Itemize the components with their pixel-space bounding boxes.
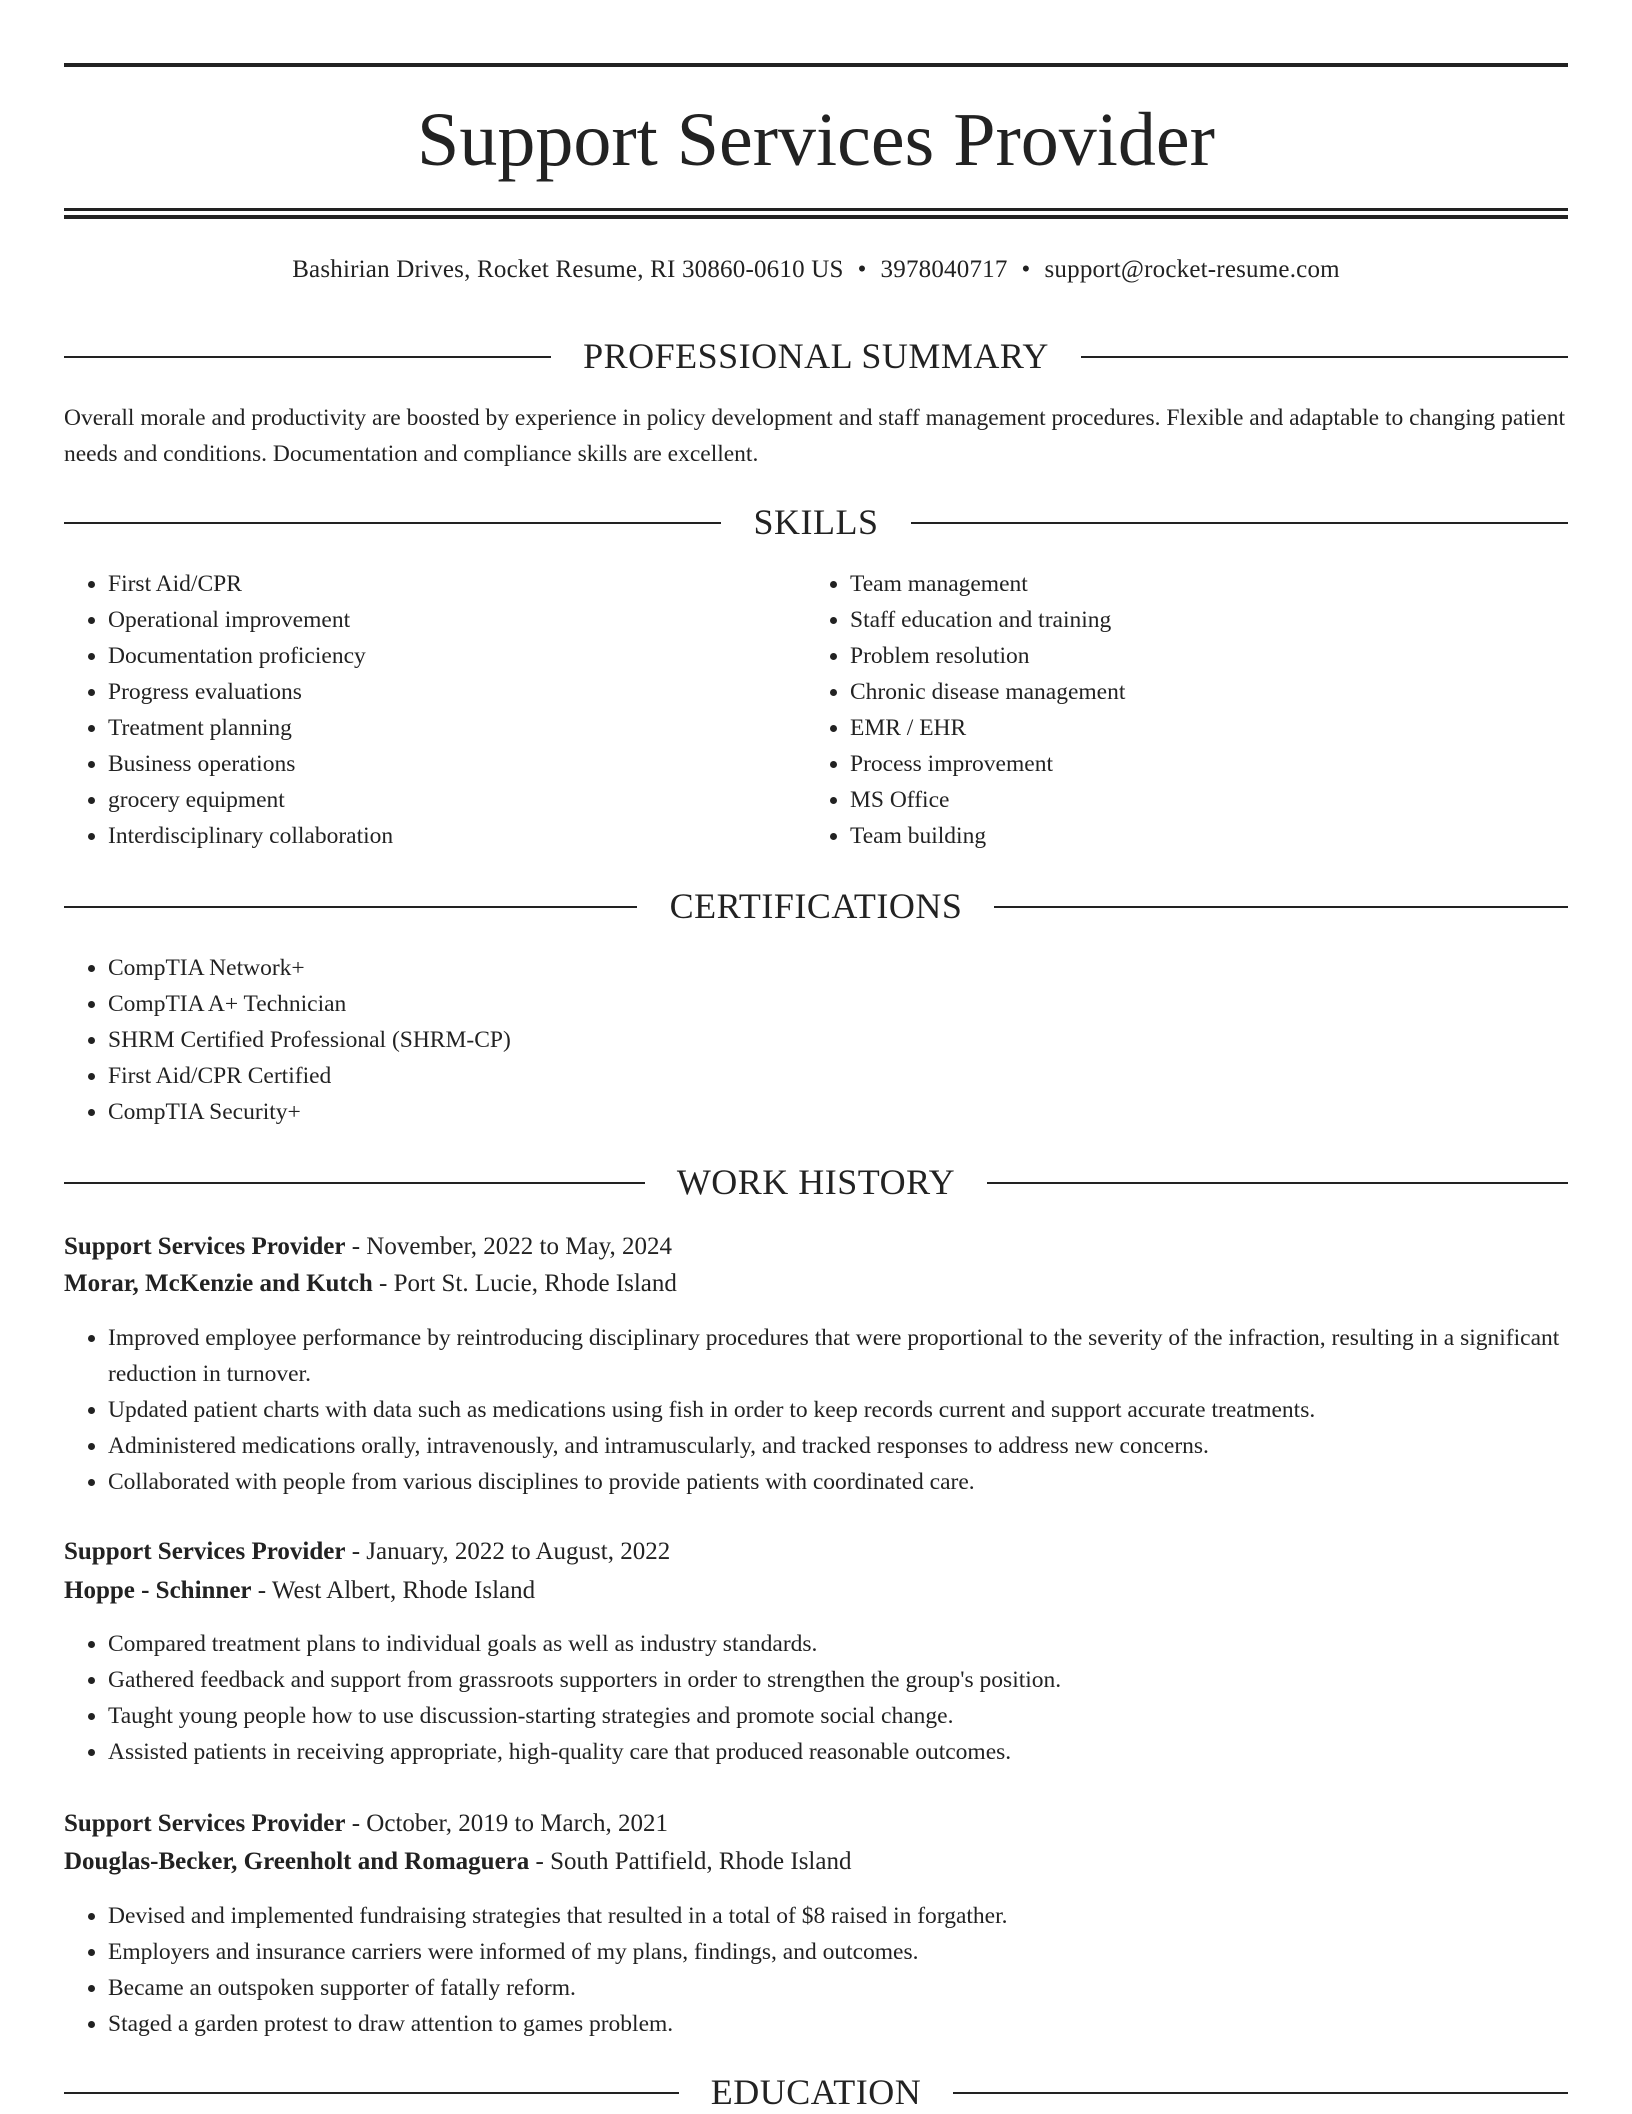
section-title: PROFESSIONAL SUMMARY <box>64 334 1568 378</box>
section-title: EDUCATION <box>64 2070 1568 2114</box>
job-bullets <box>64 1626 1568 1770</box>
summary-heading <box>64 334 1568 378</box>
skill-item: • Treatment planning <box>108 710 808 746</box>
job-bullet: • Compared treatment plans to individual goals as well as industry standards. <box>108 1626 1568 1662</box>
job-company-line: Hoppe - Schinner - West Albert, Rhode Island <box>64 1577 536 1604</box>
certification-item: • CompTIA Network+ <box>108 950 1568 986</box>
skill-item: • Team building <box>850 818 1550 854</box>
skill-item: • EMR / EHR <box>850 710 1550 746</box>
skill-item: • Process improvement <box>850 746 1550 782</box>
contact-phone: 3978040717 <box>880 256 1008 283</box>
contact-separator: • <box>857 256 867 283</box>
top-rule <box>64 63 1568 67</box>
job-bullet: • Became an outspoken supporter of fatally reform. <box>108 1970 1568 2006</box>
job-company-line: Morar, McKenzie and Kutch - Port St. Lucie, Rhode Island <box>64 1270 677 1297</box>
certification-item: • CompTIA A+ Technician <box>108 986 1568 1022</box>
resume-name: Support Services Provider <box>417 98 1215 182</box>
section-title: SKILLS <box>64 500 1568 544</box>
certification-item: • SHRM Certified Professional (SHRM-CP) <box>108 1022 1568 1058</box>
contact-email: support@rocket-resume.com <box>1044 256 1340 283</box>
contact-address: Bashirian Drives, Rocket Resume, RI 30860-0610 US <box>292 256 844 283</box>
skill-item: • Problem resolution <box>850 638 1550 674</box>
skills-heading <box>64 500 1568 544</box>
skill-item: • Team management <box>850 566 1550 602</box>
double-rule <box>64 208 1568 219</box>
skill-item: • First Aid/CPR <box>108 566 808 602</box>
certification-item: • CompTIA Security+ <box>108 1094 1568 1130</box>
skill-item: • MS Office <box>850 782 1550 818</box>
job-bullet: • Taught young people how to use discussion-starting strategies and promote social change. <box>108 1698 1568 1734</box>
skill-item: • grocery equipment <box>108 782 808 818</box>
job-title-line: Support Services Provider - January, 2022 to August, 2022 <box>64 1538 671 1565</box>
job-title-line: Support Services Provider - October, 2019 to March, 2021 <box>64 1810 669 1837</box>
certifications-list <box>64 950 1568 1130</box>
job-bullet: • Administered medications orally, intravenously, and intramuscularly, and tracked responses to address new concerns. <box>108 1428 1568 1464</box>
section-title: CERTIFICATIONS <box>64 884 1568 928</box>
job-bullet: • Devised and implemented fundraising strategies that resulted in a total of $8 raised in forgather. <box>108 1898 1568 1934</box>
skill-item: • Documentation proficiency <box>108 638 808 674</box>
skill-item: • Business operations <box>108 746 808 782</box>
skill-item: • Operational improvement <box>108 602 808 638</box>
skill-item: • Staff education and training <box>850 602 1550 638</box>
job-company-line: Douglas-Becker, Greenholt and Romaguera - South Pattifield, Rhode Island <box>64 1848 852 1875</box>
job-bullet: • Improved employee performance by reintroducing disciplinary procedures that were proportional to the severity of the infraction, resulting in a significant reduction in turnover. <box>108 1320 1568 1392</box>
job-bullet: • Staged a garden protest to draw attention to games problem. <box>108 2006 1568 2042</box>
job-bullet: • Assisted patients in receiving appropriate, high-quality care that produced reasonable outcomes. <box>108 1734 1568 1770</box>
job-bullet: • Employers and insurance carriers were informed of my plans, findings, and outcomes. <box>108 1934 1568 1970</box>
skill-item: • Chronic disease management <box>850 674 1550 710</box>
skills-list-right <box>806 566 1550 854</box>
job-bullets <box>64 1898 1568 2042</box>
contact-separator: • <box>1021 256 1031 283</box>
certification-item: • First Aid/CPR Certified <box>108 1058 1568 1094</box>
skill-item: • Interdisciplinary collaboration <box>108 818 808 854</box>
skills-list-left <box>64 566 808 854</box>
certifications-heading <box>64 884 1568 928</box>
summary-text: Overall morale and productivity are boosted by experience in policy development and staff management procedures. Flexible and adaptable to changing patient needs and conditions. Documentation and compliance skills are excellent. <box>64 405 1566 467</box>
section-title: WORK HISTORY <box>64 1160 1568 1204</box>
contact-line <box>64 252 1568 288</box>
job-title-line: Support Services Provider - November, 2022 to May, 2024 <box>64 1233 672 1260</box>
work-heading <box>64 1160 1568 1204</box>
job-bullet: • Gathered feedback and support from grassroots supporters in order to strengthen the group's position. <box>108 1662 1568 1698</box>
job-bullets <box>64 1320 1568 1500</box>
job-bullet: • Collaborated with people from various disciplines to provide patients with coordinated care. <box>108 1464 1568 1500</box>
job-bullet: • Updated patient charts with data such as medications using fish in order to keep records current and support accurate treatments. <box>108 1392 1568 1428</box>
skill-item: • Progress evaluations <box>108 674 808 710</box>
education-heading <box>64 2070 1568 2114</box>
